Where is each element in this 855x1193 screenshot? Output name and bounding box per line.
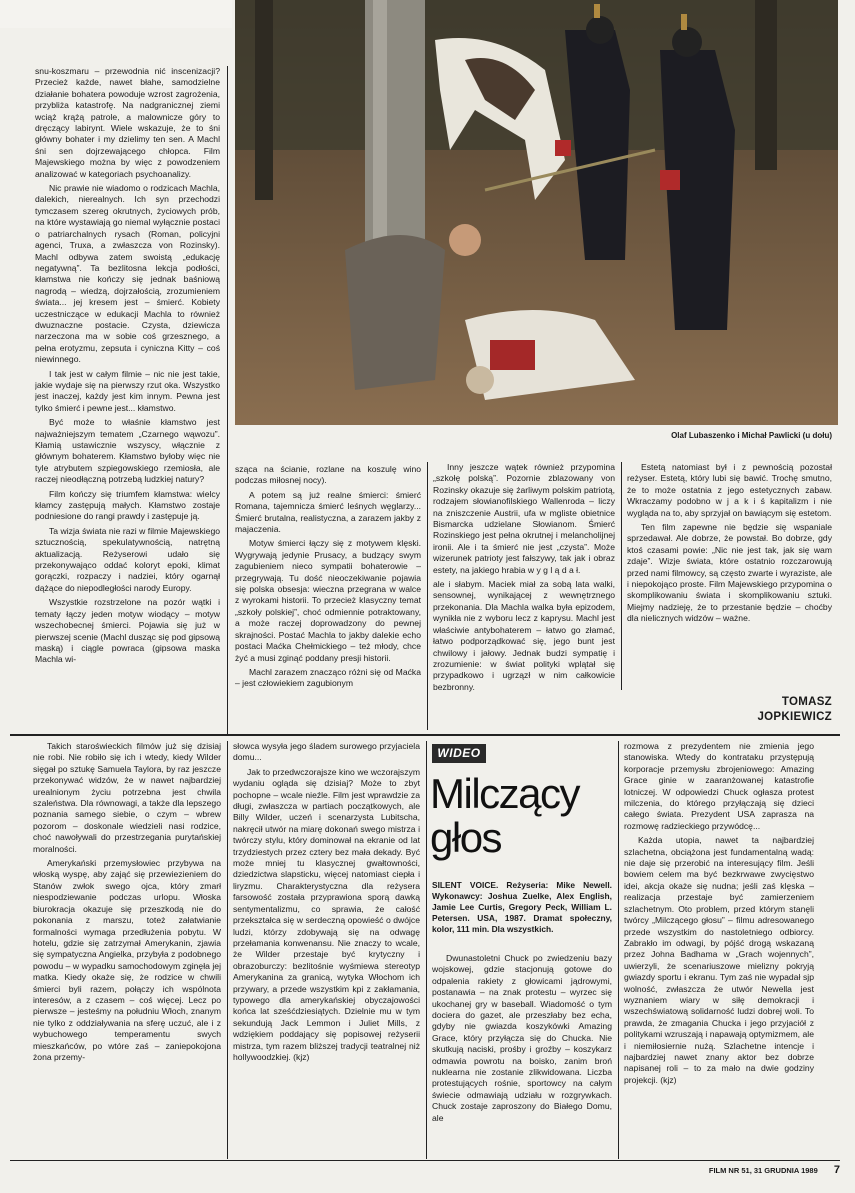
- film-still-photo: [235, 0, 838, 425]
- wideo-column-d: [624, 741, 814, 1161]
- paragraph: Estetą natomiast był i z pewnością pozostał reżyser. Estetą, który lubi się bawić. Trochę smutno, że to może ostatnia z jego estetycznych zabaw. Wkraczamy podobno w j a k i ś kapitalizm i nie wygląda na to, aby sprzyjał on bawiącym się estetom.: [627, 462, 832, 518]
- paragraph: Ten film zapewne nie będzie się wspaniale sprzedawał. Ale dobrze, że powstał. Bo dobrze, gdy ktoś czasami powie: „Nic nie jest tak, jak się wam zdaje”. Wizje świata, które ostatnio rozczarowują przed nami filmowcy, są często zwarte i wyraziste, ale i niepokojąco proste. Film Majewskiego przypomina o skomplikowaniu świata i skomplikowaniu sztuki. Miejmy nadzieję, że to przestanie będzie – choćby dla nielicznych widzów – ważne.: [627, 522, 832, 624]
- column-rule: [618, 741, 619, 1159]
- review1-column-1: [35, 66, 220, 736]
- paragraph: Machl zarazem znacząco różni się od Maćka – jest człowiekiem zagubionym: [235, 666, 421, 689]
- column-rule: [227, 741, 228, 1159]
- author-last-name: JOPKIEWICZ: [757, 711, 832, 723]
- article-title: Milczący głos: [430, 770, 580, 861]
- issue-info: FILM NR 51, 31 GRUDNIA 1989: [708, 1166, 818, 1175]
- paragraph: Każda utopia, nawet ta najbardziej szlachetna, obciążona jest fundamentalną wadą: nie daje się przerobić na interesujący film. Jeśli bowiem celem ma być bezkrwawe zwycięstwo idei, akcja okaże się nudna; jeśli zaś klęska – realizacja przestaje być zamierzeniem szlachetnym. Oto problem, przed którym stanęli twórcy „Milczącego głosu” – filmu adresowanego przede wszystkim do nastoletniego odbiorcy. Zabrakło im odwagi, by pójść drogą wskazaną przez Johna Badhama w „Grach wojennych”, uwierzyli, że scenariuszowe mielizny pokryją gwiazdy sportu i ekranu. Tym zaś nie wypadał sjp wolność, zwłaszcza że utwór Newella jest wyznaniem wiary w siłę demokracji i wszechświatową solidarność ludzi dobrej woli. To prawda, że zmagania Chucka i jego przyjaciół z politykami wzruszają i napawają optymizmem, ale i niemiłosiernie nużą. Szlachetne intencje i najbardziej nawet znany aktor bez dobrze napisanej roli – to za mało na dwie godziny projekcji. (kjz): [624, 835, 814, 1085]
- soldiers-forest-image: [235, 0, 838, 425]
- wideo-column-c: [432, 953, 612, 1159]
- paragraph: Amerykański przemysłowiec przybywa na włoską wyspę, aby zająć się przewiezieniem do Stanów zwłok swego ojca, który zmarł niespodziewanie podczas urlopu. Włoska biurokracja okazuje się przeszkodą nie do pokonania z marszu, toteż załatwianie formalności wymaga przedłużenia pobytu. W hotelu, gdzie się zatrzymał Amerykanin, zjawia się sympatyczna Angielka, przybyła z podobnego powodu – w wypadku samochodowym zginęła jej matka. Kiedy okaże się, że rodzice w chwili śmierci byli razem, połączy ich wspólnota interesów, a z czasem – coś więcej. Lecz po pierwsze – jesteśmy na południu Włoch, znanym nie tylko z oddziaływania na sferę uczuć, ale i z wybuchowego temperamentu swych mieszkańców, po wtóre zaś – zaniepokojona żona przemy-: [33, 858, 221, 1062]
- review2-column-b: [233, 741, 420, 1161]
- paragraph: Ta wizja świata nie razi w filmie Majewskiego sztucznością, spekulatywnością, natrętną aktualizacją. Reżyserowi udało się przekonywająco oddać koloryt epoki, klimat gorączki, rozpaczy i nadziei, który ogarnął dążące do niepodległości narody Europy.: [35, 525, 220, 593]
- paragraph: Inny jeszcze wątek również przypomina „szkołę polską”. Pozornie zblazowany von Rozinsky okazuje się żarliwym polskim patriotą, rodzajem słowianofilskiego Wallenroda – liczy na zniszczenie Austrii, ufa w mgliste obietnice Bismarcka udzielane Słowianom. Śmierć Rozinskiego jest pełna okrutnej i melancholijnej ironii. Ale i ta śmierć nie jest „czysta”. Może wizerunek patrioty jest fałszywy, tak jak i obraz estety, na jakiego hrabia w y g l ą d a ł.: [433, 462, 615, 575]
- section-tag-wideo: WIDEO: [432, 744, 486, 763]
- paragraph: Takich staroświeckich filmów już się dzisiaj nie robi. Nie robiło się ich i wtedy, kiedy Wilder sięgał po sztukę Samuela Taylora, by raz jeszcze przekonywać widzów, że w nawet najbardziej urealnionym życiu potrzebna jest chwila szaleństwa. Dla równowagi, a także dla lepszego poznania samego siebie, o czym – wbrew pozorom – doskonale wiedzieli nasi rodzice, choć nawoływali do przestrzegania purytańskiej moralności.: [33, 741, 221, 854]
- film-credits: SILENT VOICE. Reżyseria: Mike Newell. Wykonawcy: Joshua Zuelke, Alex English, Jamie Lee Curtis, Gregory Peck, William L. Petersen. USA, 1987. Dramat społeczny, kolor, 111 min. Dla wszystkich.: [432, 880, 612, 934]
- paragraph: I tak jest w całym filmie – nic nie jest takie, jakie wydaje się na pierwszy rzut oka. Wszystko jest inaczej, każdy jest kim innym. Pewna jest tylko śmierć i pewne jest... kłamstwo.: [35, 368, 220, 413]
- column-rule: [621, 462, 622, 690]
- paragraph: Wszystkie rozstrzelone na pozór wątki i tematy łączy jeden motyw wiodący – motyw wszechobecnej śmierci. Pojawia się już w pierwszej scenie (Machl dusząc się pod gipsową maską) i ciągle powraca (gipsowa maska Machla wi-: [35, 597, 220, 665]
- author-first-name: TOMASZ: [781, 696, 832, 708]
- paragraph: Nic prawie nie wiadomo o rodzicach Machla, dalekich, nierealnych. Ich syn przechodzi tymczasem szereg okrutnych, życiowych prób, na które wystawiają go niemal wyłącznie postaci o patriarchalnych rysach (Roman, policyjni agenci, Truxa, a zwłaszcza von Rozinsky). Machl odbywa zatem swoistą „edukację negatywną”. Ta bezlitosna lekcja podłości, kłamstwa nie kończy się jednak baśniową nagrodą – wiedzą, dojrzałością, zrozumieniem świata... jej kresem jest – śmierć. Kobiety uczestniczące w edukacji Machla to również dwuznaczne postacie. Czysta, dziewicza narzeczona ma w sobie coś grzesznego, a pełna erotyzmu, zepsuta i cyniczna Kitty – coś niewinnego.: [35, 183, 220, 365]
- review2-column-a: [33, 741, 221, 1161]
- paragraph: Dwunastoletni Chuck po zwiedzeniu bazy wojskowej, gdzie stacjonują gotowe do odpalenia rakiety z głowicami jądrowymi, postanawia – na znak protestu – wyrzec się ukochanej gry w baseball. Wiadomość o tym dociera do gazet, ale przeszłaby bez echa, gdyby nie gwiazda koszykówki Amazing Grace, który przyłącza się do Chucka. Nie skutkują naciski, prośby i groźby – koszykarz odmawia powrotu na boisko, zanim broń nuklearna nie zostanie zlikwidowana. Liczba protestujących rośnie, sportowcy na całym świecie odmawiają udziału w rozgrywkach. Chuck zostaje zaproszony do Białego Domu, ale: [432, 953, 612, 1123]
- paragraph: rozmowa z prezydentem nie zmienia jego stanowiska. Wtedy do kontrataku przystępują korporacje przemysłu zbrojeniowego: Amazing Grace ginie w zaaranżowanej katastrofie lotniczej. W odpowiedzi Chuck ogłasza protest milczenia, do którego przyłączają się dzieci całego świata. Prezydent USA zaprasza na rozmowę radzieckiego przywódcę...: [624, 741, 814, 831]
- paragraph: snu-koszmaru – przewodnia nić inscenizacji? Przecież każde, nawet błahe, samodzielne działanie bohatera powoduje wzrost zagrożenia, przybliża katastrofę. Na nadgranicznej ziemi wciąż krążą patrole, a malownicze góry to dręczący labirynt. Wiele wskazuje, że to śni główny bohater i my dzielimy ten sen. A Machl śni sen dojrzewającego chłopca. Film Majewskiego można by więc z powodzeniem analizować w kategoriach psychoanalizy.: [35, 66, 220, 179]
- photo-caption: Olaf Lubaszenko i Michał Pawlicki (u dołu): [671, 431, 832, 440]
- review1-column-3: [433, 462, 615, 730]
- section-divider: [10, 734, 840, 736]
- review1-column-4: [627, 462, 832, 690]
- review1-column-2: [235, 464, 421, 732]
- column-rule: [227, 66, 228, 734]
- paragraph: Być może to właśnie kłamstwo jest najważniejszym tematem „Czarnego wąwozu”. Kłamią ustawicznie wszyscy, włącznie z głównym bohaterem. Kłamstwo byłoby więc nie tyle atrybutem szpiegowskiego rzemiosła, ale raczej nieodłączną potrzebą ludzkiej natury?: [35, 417, 220, 485]
- paragraph: sząca na ścianie, rozlane na koszulę wino podczas miłosnej nocy).: [235, 464, 421, 486]
- paragraph: Jak to przedwczorajsze kino we wczorajszym wydaniu ogląda się dzisiaj? Może to zbyt pochopne – wcale nieźle. Film jest wprawdzie za długi, zwłaszcza w partiach początkowych, ale Billy Wilder, uczeń i scenarzysta Lubitscha, nakręcił utwór na miarę dokonań swego mistrza i twórczy stylu, który dominował na ekranie od lat trzydziestych przez cztery bez mała dekady. Być może mniej tu klasycznej gwałtowności, dziedzictwa slapsticku, więcej natomiast ciepła i liryzmu. Charakterystyczna dla reżysera farsowość została przyprawiona sporą dawką sentymentalizmu, co sprawia, że całość przekształca się w serdeczną opowieść o dwójce ludzi, którzy zdobywają się na odwagę przełamania konwenansu. Nie znaczy to wcale, że Wilder przestaje być krytyczny i obrazoburczy: bezlitośnie wyśmiewa stereotyp Amerykanina za granicą, wytyka Włochom ich przywary, a przede wszystkim kpi z zakłamania, typowego dla amerykańskiej obyczajowości końca lat sześćdziesiątych. Dzielnie mu w tym sekundują Jack Lemmon i Juliet Mills, z wdziękiem poddający się popisowej reżyserii mistrza, tym razem bliższej tradycji teatralnej niż hollywoodzkiej. (kjz): [233, 766, 420, 1062]
- page-footer: [660, 1164, 840, 1176]
- paragraph: słowca wysyła jego śladem surowego przyjaciela domu...: [233, 741, 420, 763]
- column-rule: [426, 741, 427, 1159]
- paragraph: Film kończy się triumfem kłamstwa: wielcy kłamcy zastępują małych. Kłamstwo zostaje podniesione do rangi prawdy i zastępuje ją.: [35, 488, 220, 522]
- column-rule: [427, 462, 428, 730]
- paragraph: Motyw śmierci łączy się z motywem klęski. Wygrywają jedynie Prusacy, a budzący swym zagubieniem nieco sympatii bohaterowie – przegrywają. Tu dość nieoczekiwanie pojawia się polska obsesja: wieczna przegrana w walce z wyrokami historii. To przecież klasyczny temat „szkoły polskiej”, choć odmiennie potraktowany, a może raczej doprowadzony do pewnej skrajności. Postać Machla to jakby dalekie echo postaci Maćka Chełmickiego – też młody, chce żyć a musi zginąć poddany presji historii.: [235, 538, 421, 663]
- author-signature: [620, 695, 832, 725]
- paragraph: A potem są już realne śmierci: śmierć Romana, tajemnicza śmierć leśnych węglarzy... Śmierć brutalna, realistyczna, a zarazem jakby z majaczenia.: [235, 489, 421, 535]
- page-corner: [0, 0, 232, 28]
- page-number: 7: [833, 1164, 840, 1176]
- footer-rule: [10, 1160, 840, 1161]
- paragraph: ale i słabym. Maciek miał za sobą lata walki, sensownej, wynikającej z wewnętrznego przekonania. Dla Machla walka była epizodem, wynikła nie z wyboru lecz z kaprysu. Machl jest właściwie antybohaterem – łatwo go złamać, łatwo podporządkować się, jego bunt jest chwilowy i jałowy. Jednak budzi sympatię i zrozumienie: w świat polityki wplątał się przypadkowo i ugrzązł w nim całkowicie bezbronny.: [433, 579, 615, 692]
